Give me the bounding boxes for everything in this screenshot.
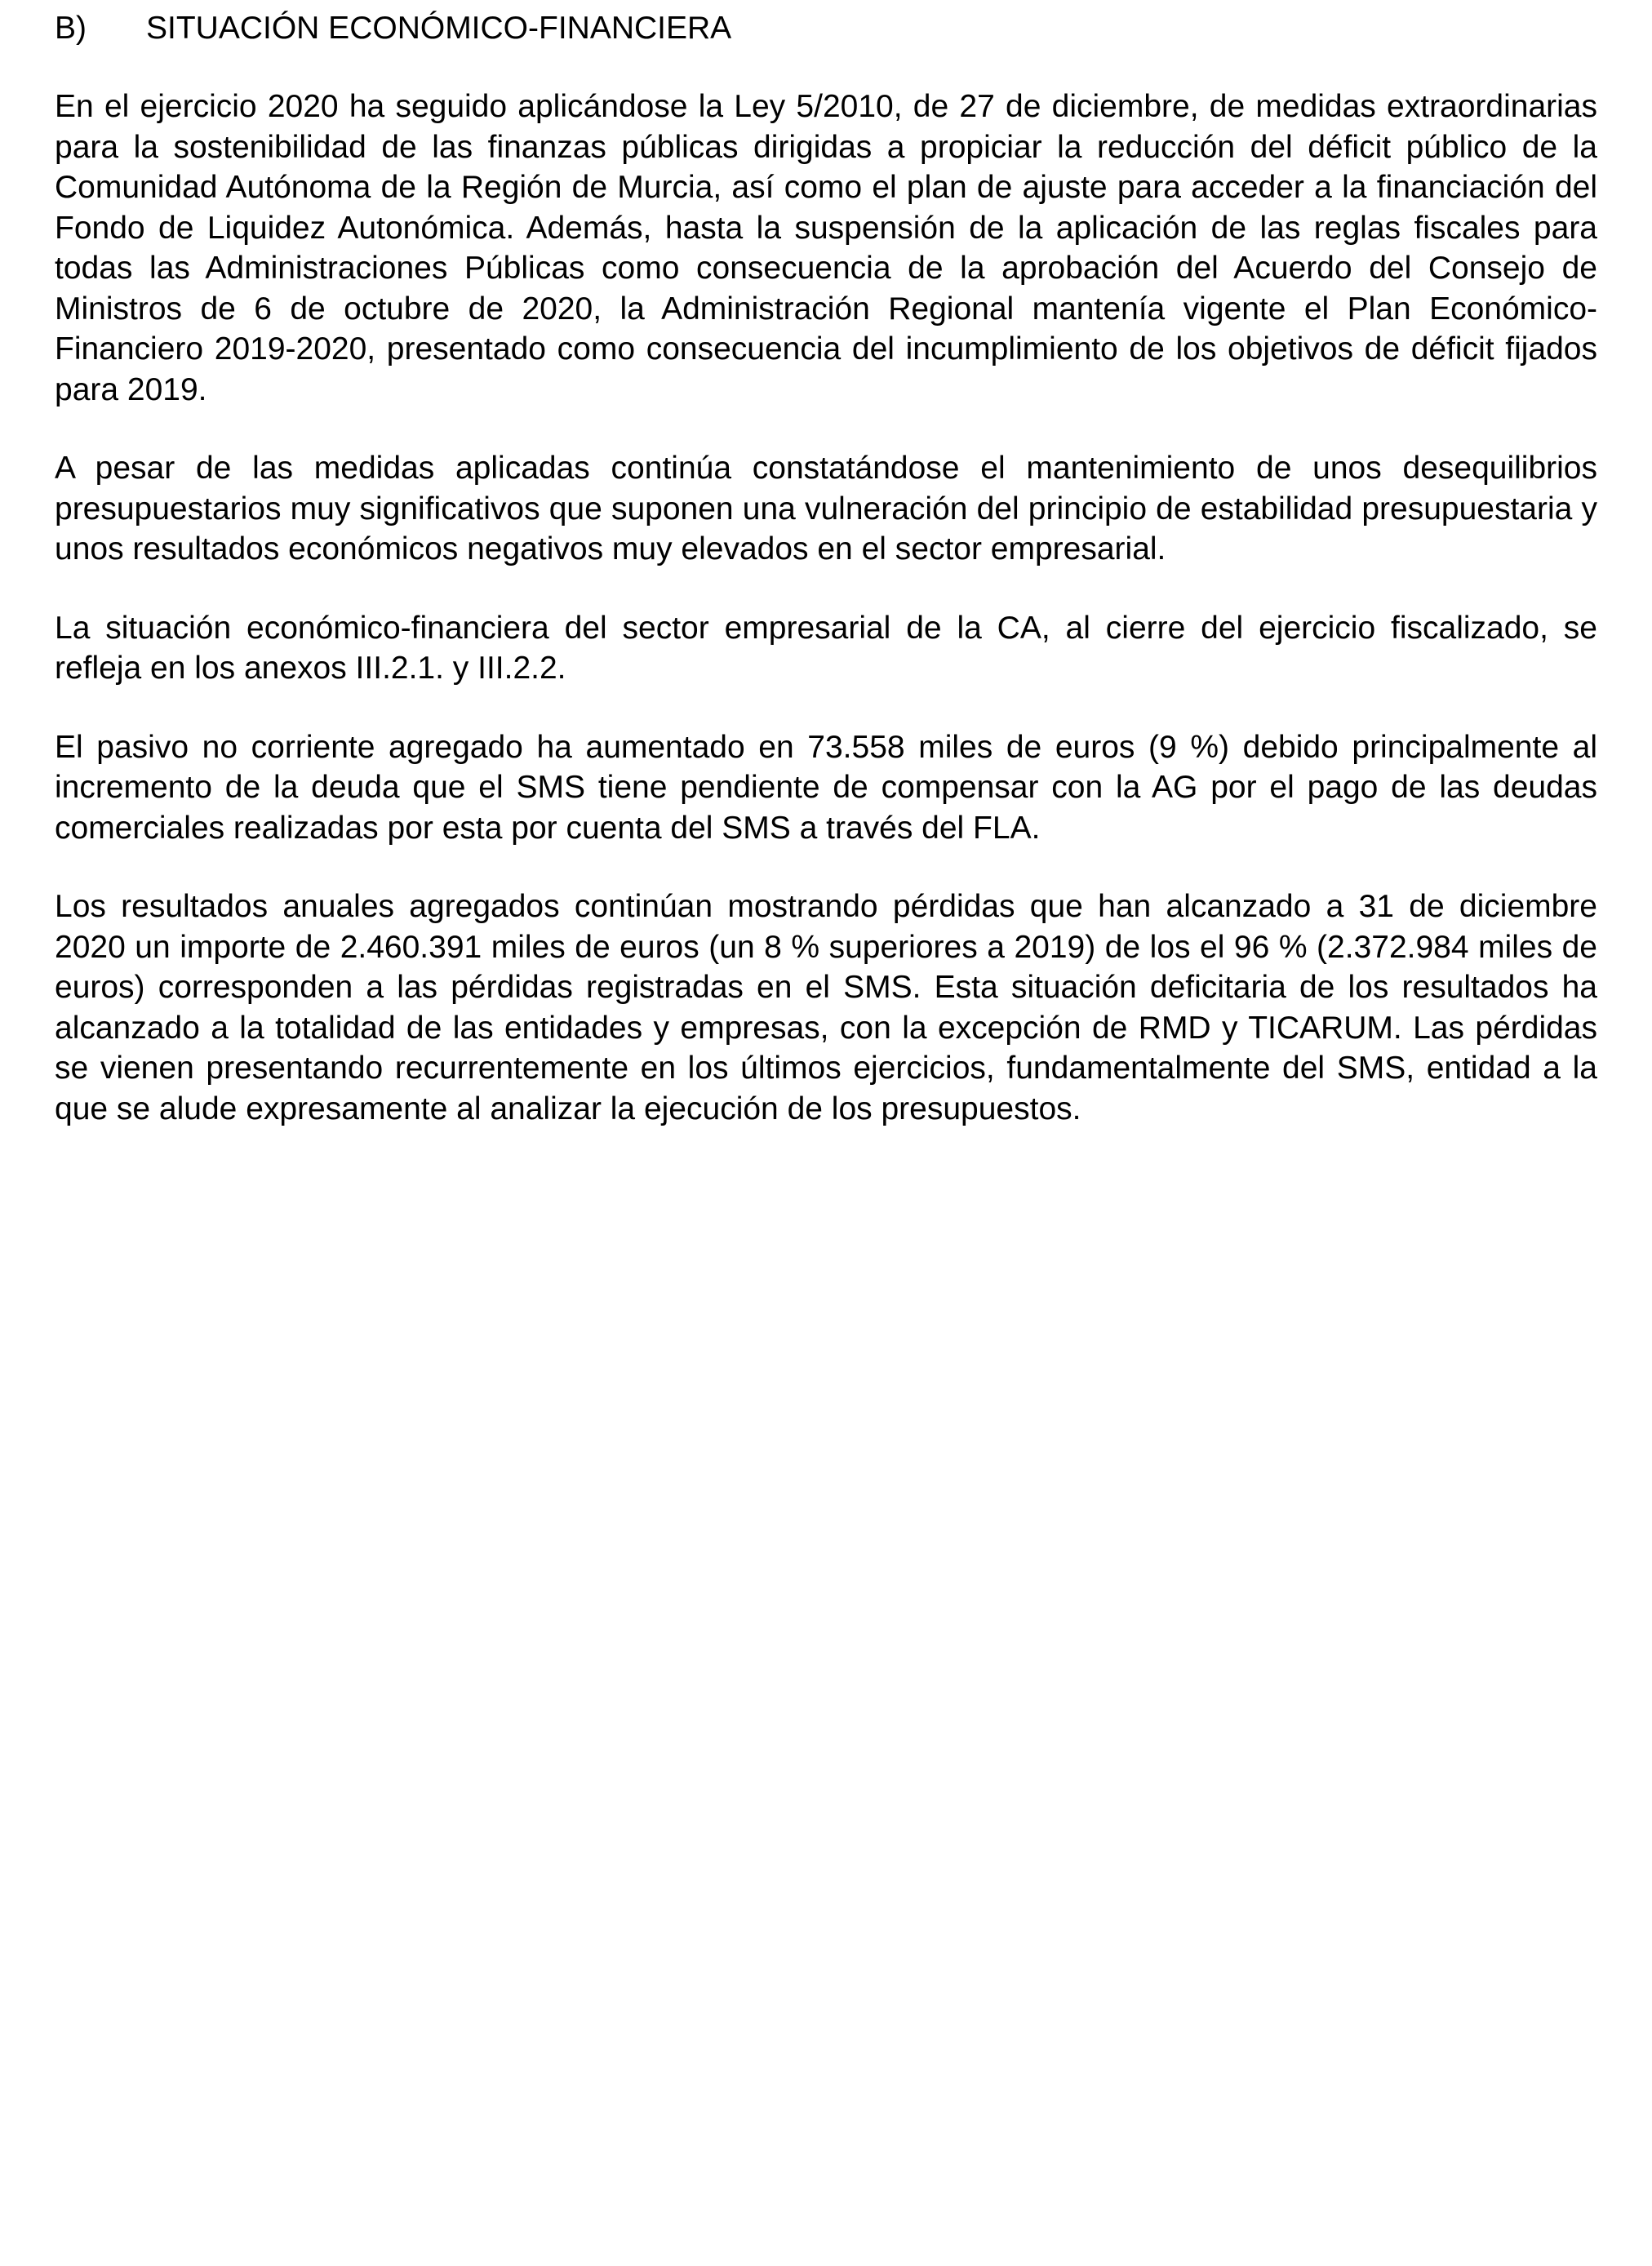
section-title: SITUACIÓN ECONÓMICO-FINANCIERA — [146, 11, 732, 46]
paragraph-legal-framework: En el ejercicio 2020 ha seguido aplicándose la Ley 5/2010, de 27 de diciembre, de medidas extraordinarias para la sostenibilidad de las finanzas públicas dirigidas a propiciar la reducción del déficit público de la Comunidad Autónoma de la Región de Murcia, así como el plan de ajuste para acceder a la financiación del Fondo de Liquidez Autonómica. Además, hasta la suspensión de la aplicación de las reglas fiscales para todas las Administraciones Públicas como consecuencia de la aprobación del Acuerdo del Consejo de Ministros de 6 de octubre de 2020, la Administración Regional mantenía vigente el Plan Económico-Financiero 2019-2020, presentado como consecuencia del incumplimiento de los objetivos de déficit fijados para 2019. — [55, 89, 1597, 407]
paragraph-budget-imbalances: A pesar de las medidas aplicadas continúa constatándose el mantenimiento de unos desequilibrios presupuestarios muy significativos que suponen una vulneración del principio de estabilidad presupuestaria y unos resultados económicos negativos muy elevados en el sector empresarial. — [55, 451, 1597, 566]
paragraph-non-current-liabilities: El pasivo no corriente agregado ha aumentado en 73.558 miles de euros (9 %) debido principalmente al incremento de la deuda que el SMS tiene pendiente de compensar con la AG por el pago de las deudas comerciales realizadas por esta por cuenta del SMS a través del FLA. — [55, 729, 1597, 846]
paragraph-annual-results: Los resultados anuales agregados continúan mostrando pérdidas que han alcanzado a 31 de diciembre 2020 un importe de 2.460.391 miles de euros (un 8 % superiores a 2019) de los el 96 % (2.372.984 miles de euros) corresponden a las pérdidas registradas en el SMS. Esta situación deficitaria de los resultados ha alcanzado a la totalidad de las entidades y empresas, con la excepción de RMD y TICARUM. Las pérdidas se vienen presentando recurrentemente en los últimos ejercicios, fundamentalmente del SMS, entidad a la que se alude expresamente al analizar la ejecución de los presupuestos. — [55, 889, 1597, 1126]
document-page — [55, 0, 1597, 1129]
section-marker: B) — [55, 11, 87, 46]
section-heading — [55, 0, 1597, 49]
paragraph-annex-reference: La situación económico-financiera del sector empresarial de la CA, al cierre del ejercicio fiscalizado, se refleja en los anexos III.2.1. y III.2.2. — [55, 610, 1597, 686]
